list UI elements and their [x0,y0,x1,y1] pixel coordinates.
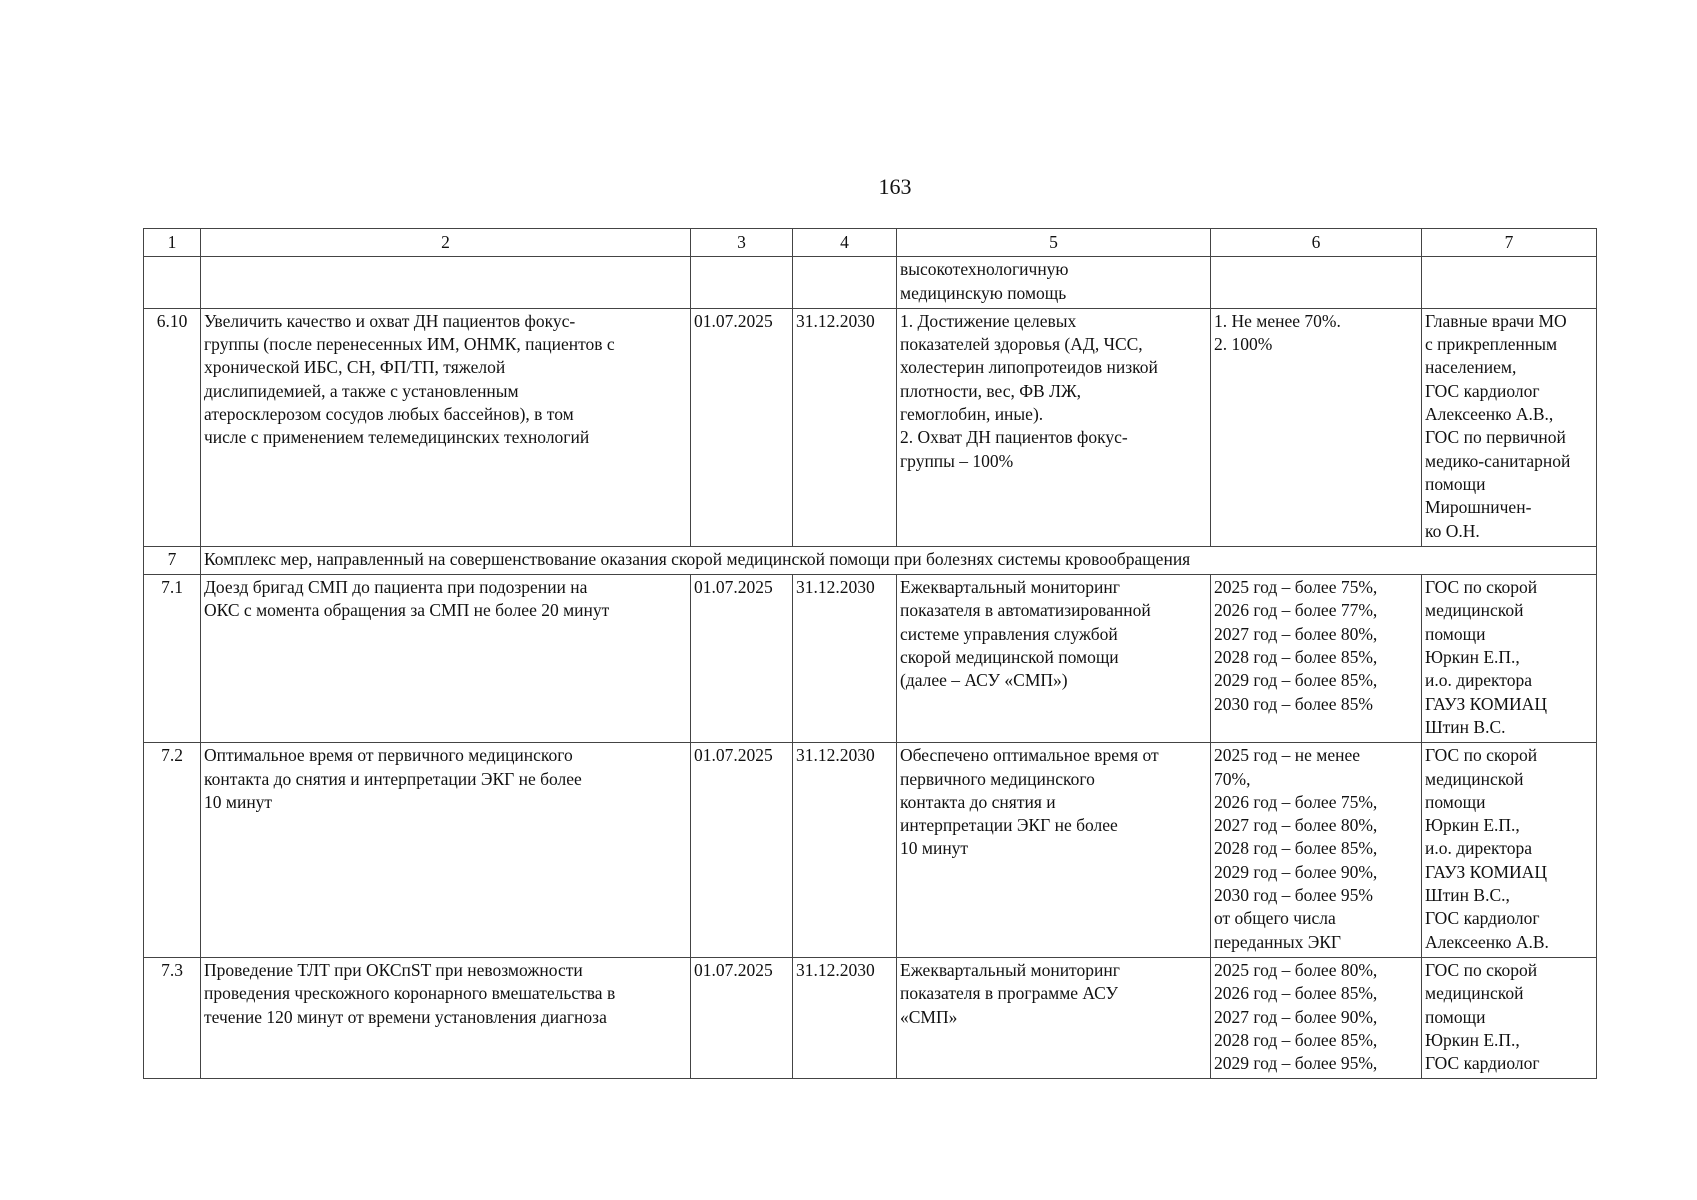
item-number [144,257,201,309]
section-number: 7 [144,546,201,574]
item-number: 7.2 [144,743,201,958]
column-header: 5 [897,229,1211,257]
target-value [1211,257,1422,309]
end-date: 31.12.2030 [793,743,897,958]
column-header: 4 [793,229,897,257]
responsible-person [1422,257,1597,309]
indicator-text: Ежеквартальный мониторинг показателя в программе АСУ «СМП» [897,957,1211,1078]
table-row [144,743,1597,958]
start-date: 01.07.2025 [691,308,793,546]
column-header: 6 [1211,229,1422,257]
column-header: 2 [201,229,691,257]
column-header: 3 [691,229,793,257]
column-header: 7 [1422,229,1597,257]
start-date: 01.07.2025 [691,957,793,1078]
responsible-person: ГОС по скорой медицинской помощи Юркин Е.П., и.о. директора ГАУЗ КОМИАЦ Штин В.С. [1422,575,1597,743]
start-date: 01.07.2025 [691,575,793,743]
responsible-person: ГОС по скорой медицинской помощи Юркин Е.П., ГОС кардиолог [1422,957,1597,1078]
measure-text: Оптимальное время от первичного медицинского контакта до снятия и интерпретации ЭКГ не более 10 минут [201,743,691,958]
measure-text: Проведение ТЛТ при ОКСпST при невозможности проведения чрескожного коронарного вмешательства в течение 120 минут от времени установления диагноза [201,957,691,1078]
target-value: 2025 год – более 75%, 2026 год – более 77%, 2027 год – более 80%, 2028 год – более 85%, 2029 год – более 85%, 2030 год – более 85% [1211,575,1422,743]
end-date: 31.12.2030 [793,308,897,546]
item-number: 6.10 [144,308,201,546]
section-row [144,546,1597,574]
indicator-text: высокотехнологичную медицинскую помощь [897,257,1211,309]
table-row [144,257,1597,309]
measure-text: Увеличить качество и охват ДН пациентов фокус- группы (после перенесенных ИМ, ОНМК, пациентов с хронической ИБС, СН, ФП/ТП, тяжелой дислипидемией, а также с установленным атеросклерозом сосудов любых бассейнов), в том числе с применением телемедицинских технологий [201,308,691,546]
end-date: 31.12.2030 [793,575,897,743]
section-title: Комплекс мер, направленный на совершенствование оказания скорой медицинской помощи при болезнях системы кровообращения [201,546,1597,574]
measure-text [201,257,691,309]
start-date: 01.07.2025 [691,743,793,958]
item-number: 7.3 [144,957,201,1078]
start-date [691,257,793,309]
indicator-text: Ежеквартальный мониторинг показателя в автоматизированной системе управления службой скорой медицинской помощи (далее – АСУ «СМП») [897,575,1211,743]
target-value: 2025 год – более 80%, 2026 год – более 85%, 2027 год – более 90%, 2028 год – более 85%, 2029 год – более 95%, [1211,957,1422,1078]
measure-text: Доезд бригад СМП до пациента при подозрении на ОКС с момента обращения за СМП не более 20 минут [201,575,691,743]
column-header: 1 [144,229,201,257]
page-number: 163 [878,174,912,199]
responsible-person: Главные врачи МО с прикрепленным населением, ГОС кардиолог Алексеенко А.В., ГОС по первичной медико-санитарной помощи Мирошничен- ко О.Н. [1422,308,1597,546]
measures-table [143,228,1597,1079]
end-date [793,257,897,309]
target-value: 1. Не менее 70%. 2. 100% [1211,308,1422,546]
item-number: 7.1 [144,575,201,743]
responsible-person: ГОС по скорой медицинской помощи Юркин Е.П., и.о. директора ГАУЗ КОМИАЦ Штин В.С., ГОС кардиолог Алексеенко А.В. [1422,743,1597,958]
table-row [144,957,1597,1078]
table-row [144,308,1597,546]
header-row [144,229,1597,257]
end-date: 31.12.2030 [793,957,897,1078]
indicator-text: 1. Достижение целевых показателей здоровья (АД, ЧСС, холестерин липопротеидов низкой плотности, вес, ФВ ЛЖ, гемоглобин, иные). 2. Охват ДН пациентов фокус- группы – 100% [897,308,1211,546]
target-value: 2025 год – не менее 70%, 2026 год – более 75%, 2027 год – более 80%, 2028 год – более 85%, 2029 год – более 90%, 2030 год – более 95% от общего числа переданных ЭКГ [1211,743,1422,958]
indicator-text: Обеспечено оптимальное время от первичного медицинского контакта до снятия и интерпретации ЭКГ не более 10 минут [897,743,1211,958]
table-row [144,575,1597,743]
